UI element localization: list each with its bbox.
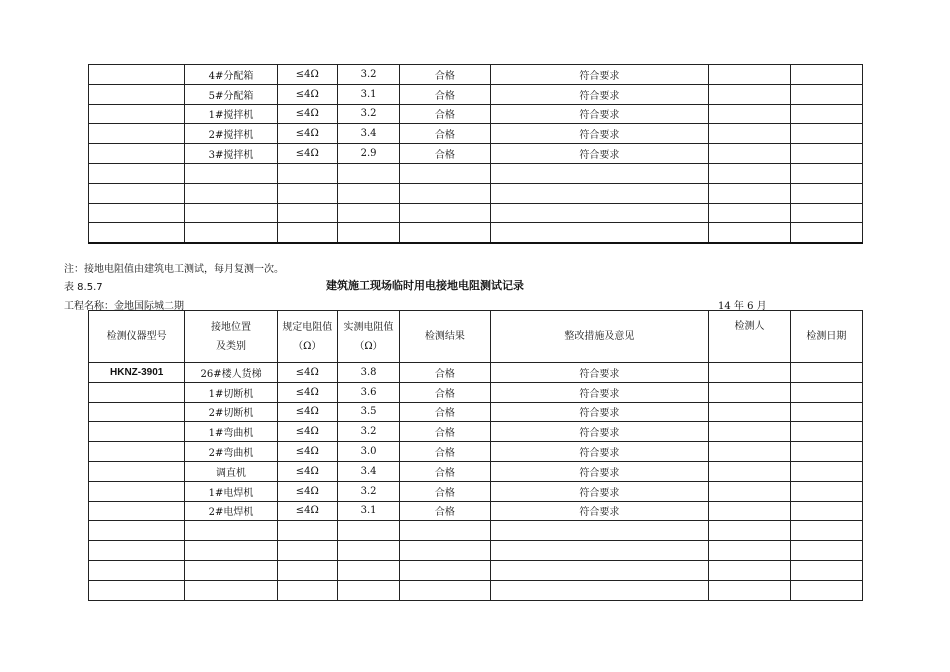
header-instrument-model: 检测仪器型号	[89, 311, 185, 363]
table-row	[89, 203, 863, 223]
cell-test-date	[790, 163, 862, 183]
cell-measured-resistance: 2.9	[337, 144, 399, 164]
cell-specified-resistance: ≤4Ω	[277, 65, 337, 85]
cell-instrument-model	[89, 144, 185, 164]
cell-test-date	[790, 521, 862, 541]
cell-measured-resistance: 3.2	[337, 65, 399, 85]
cell-test-date	[790, 104, 862, 124]
cell-inspector	[709, 363, 790, 383]
cell-test-result	[400, 183, 490, 203]
cell-specified-resistance: ≤4Ω	[277, 501, 337, 521]
cell-grounding-location: 1#搅拌机	[185, 104, 277, 124]
cell-test-date	[790, 481, 862, 501]
header-test-date: 检测日期	[790, 311, 862, 363]
table-row	[89, 461, 863, 481]
cell-remarks	[490, 183, 709, 203]
cell-instrument-model	[89, 104, 185, 124]
cell-test-result	[400, 560, 490, 580]
project-name: 工程名称：金地国际城二期	[64, 301, 184, 312]
cell-grounding-location: 26#楼人货梯	[185, 363, 277, 383]
cell-remarks: 符合要求	[490, 422, 709, 442]
cell-instrument-model	[89, 402, 185, 422]
table-row	[89, 183, 863, 203]
cell-specified-resistance	[277, 223, 337, 243]
cell-instrument-model	[89, 501, 185, 521]
cell-specified-resistance: ≤4Ω	[277, 461, 337, 481]
cell-test-date	[790, 422, 862, 442]
cell-remarks: 符合要求	[490, 65, 709, 85]
cell-measured-resistance	[337, 521, 399, 541]
cell-specified-resistance: ≤4Ω	[277, 422, 337, 442]
table-row	[89, 363, 863, 383]
cell-inspector	[709, 501, 790, 521]
cell-inspector	[709, 84, 790, 104]
cell-grounding-location: 3#搅拌机	[185, 144, 277, 164]
cell-grounding-location	[185, 223, 277, 243]
cell-inspector	[709, 521, 790, 541]
cell-measured-resistance	[337, 541, 399, 561]
cell-measured-resistance: 3.5	[337, 402, 399, 422]
cell-specified-resistance: ≤4Ω	[277, 382, 337, 402]
cell-grounding-location: 2#搅拌机	[185, 124, 277, 144]
cell-test-date	[790, 461, 862, 481]
cell-grounding-location	[185, 580, 277, 600]
cell-grounding-location: 2#切断机	[185, 402, 277, 422]
cell-specified-resistance	[277, 163, 337, 183]
cell-inspector	[709, 481, 790, 501]
cell-measured-resistance: 3.2	[337, 481, 399, 501]
cell-measured-resistance	[337, 183, 399, 203]
cell-specified-resistance: ≤4Ω	[277, 402, 337, 422]
table1-body	[89, 65, 863, 244]
cell-specified-resistance	[277, 521, 337, 541]
cell-measured-resistance	[337, 203, 399, 223]
cell-grounding-location: 1#弯曲机	[185, 422, 277, 442]
cell-grounding-location	[185, 521, 277, 541]
cell-grounding-location	[185, 203, 277, 223]
cell-remarks: 符合要求	[490, 402, 709, 422]
cell-specified-resistance	[277, 580, 337, 600]
header-spec-line2: （Ω）	[293, 340, 322, 352]
cell-test-result: 合格	[400, 481, 490, 501]
cell-inspector	[709, 144, 790, 164]
cell-test-date	[790, 84, 862, 104]
table-row	[89, 65, 863, 85]
cell-remarks	[490, 521, 709, 541]
header-location-line1: 接地位置	[211, 321, 252, 333]
cell-instrument-model	[89, 560, 185, 580]
header-measured-line1: 实测电阻值	[343, 321, 394, 333]
cell-remarks	[490, 541, 709, 561]
cell-instrument-model	[89, 422, 185, 442]
cell-test-result: 合格	[400, 363, 490, 383]
document-title: 建筑施工现场临时用电接地电阻测试记录	[326, 279, 524, 292]
cell-instrument-model	[89, 223, 185, 243]
cell-test-date	[790, 442, 862, 462]
cell-test-result: 合格	[400, 65, 490, 85]
cell-measured-resistance: 3.4	[337, 124, 399, 144]
cell-instrument-model	[89, 442, 185, 462]
header-inspector: 检测人	[709, 311, 790, 363]
cell-specified-resistance: ≤4Ω	[277, 124, 337, 144]
cell-test-result: 合格	[400, 442, 490, 462]
table-header-row	[89, 311, 863, 363]
cell-instrument-model	[89, 163, 185, 183]
cell-test-date	[790, 363, 862, 383]
cell-measured-resistance: 3.2	[337, 422, 399, 442]
cell-instrument-model	[89, 65, 185, 85]
table-number: 表 8.5.7	[64, 282, 103, 293]
cell-grounding-location	[185, 541, 277, 561]
cell-grounding-location	[185, 183, 277, 203]
cell-measured-resistance: 3.4	[337, 461, 399, 481]
cell-test-date	[790, 580, 862, 600]
table-row	[89, 84, 863, 104]
table-row	[89, 481, 863, 501]
header-grounding-location	[185, 311, 277, 363]
table-row	[89, 521, 863, 541]
cell-test-date	[790, 382, 862, 402]
cell-inspector	[709, 223, 790, 243]
cell-test-result: 合格	[400, 501, 490, 521]
cell-instrument-model	[89, 481, 185, 501]
cell-remarks: 符合要求	[490, 84, 709, 104]
table-row	[89, 382, 863, 402]
cell-measured-resistance	[337, 223, 399, 243]
header-specified-resistance	[277, 311, 337, 363]
cell-grounding-location: 2#电焊机	[185, 501, 277, 521]
cell-test-result	[400, 521, 490, 541]
cell-grounding-location: 1#电焊机	[185, 481, 277, 501]
cell-specified-resistance: ≤4Ω	[277, 144, 337, 164]
cell-inspector	[709, 422, 790, 442]
cell-remarks: 符合要求	[490, 481, 709, 501]
cell-specified-resistance	[277, 183, 337, 203]
header-measured-line2: （Ω）	[354, 340, 383, 352]
table-row	[89, 104, 863, 124]
cell-grounding-location	[185, 560, 277, 580]
cell-measured-resistance: 3.1	[337, 501, 399, 521]
cell-test-result: 合格	[400, 402, 490, 422]
cell-specified-resistance	[277, 560, 337, 580]
cell-test-result	[400, 203, 490, 223]
cell-measured-resistance	[337, 560, 399, 580]
cell-test-date	[790, 203, 862, 223]
cell-grounding-location: 调直机	[185, 461, 277, 481]
cell-instrument-model	[89, 203, 185, 223]
cell-test-date	[790, 223, 862, 243]
cell-remarks	[490, 223, 709, 243]
cell-test-result: 合格	[400, 104, 490, 124]
table-note: 注：接地电阻值由建筑电工测试，每月复测一次。	[64, 264, 284, 275]
cell-test-date	[790, 183, 862, 203]
cell-inspector	[709, 65, 790, 85]
cell-remarks: 符合要求	[490, 144, 709, 164]
cell-instrument-model	[89, 382, 185, 402]
cell-remarks	[490, 203, 709, 223]
cell-inspector	[709, 402, 790, 422]
table-row	[89, 541, 863, 561]
cell-test-result	[400, 541, 490, 561]
table-row	[89, 144, 863, 164]
cell-test-date	[790, 144, 862, 164]
cell-test-date	[790, 560, 862, 580]
cell-test-result	[400, 163, 490, 183]
grounding-test-table	[88, 310, 863, 601]
cell-remarks: 符合要求	[490, 124, 709, 144]
cell-measured-resistance: 3.6	[337, 382, 399, 402]
cell-measured-resistance	[337, 163, 399, 183]
cell-specified-resistance: ≤4Ω	[277, 363, 337, 383]
cell-test-date	[790, 65, 862, 85]
cell-test-date	[790, 124, 862, 144]
cell-remarks	[490, 580, 709, 600]
cell-specified-resistance: ≤4Ω	[277, 442, 337, 462]
header-remarks: 整改措施及意见	[490, 311, 709, 363]
table2-body	[89, 363, 863, 601]
cell-inspector	[709, 124, 790, 144]
cell-measured-resistance	[337, 580, 399, 600]
cell-grounding-location: 5#分配箱	[185, 84, 277, 104]
cell-remarks: 符合要求	[490, 461, 709, 481]
cell-grounding-location: 1#切断机	[185, 382, 277, 402]
table-row	[89, 560, 863, 580]
cell-measured-resistance: 3.8	[337, 363, 399, 383]
cell-inspector	[709, 442, 790, 462]
cell-instrument-model	[89, 521, 185, 541]
cell-specified-resistance	[277, 203, 337, 223]
cell-test-result: 合格	[400, 124, 490, 144]
cell-test-result	[400, 580, 490, 600]
cell-specified-resistance: ≤4Ω	[277, 481, 337, 501]
cell-inspector	[709, 461, 790, 481]
cell-test-result: 合格	[400, 422, 490, 442]
header-location-line2: 及类别	[216, 340, 247, 352]
cell-test-date	[790, 541, 862, 561]
cell-inspector	[709, 560, 790, 580]
table-row	[89, 442, 863, 462]
record-date: 14 年 6 月	[718, 301, 767, 312]
header-test-result: 检测结果	[400, 311, 490, 363]
cell-inspector	[709, 382, 790, 402]
table-row	[89, 580, 863, 600]
cell-inspector	[709, 163, 790, 183]
cell-instrument-model	[89, 124, 185, 144]
grounding-test-table-continued	[88, 64, 863, 244]
cell-instrument-model	[89, 580, 185, 600]
table-row	[89, 501, 863, 521]
cell-inspector	[709, 541, 790, 561]
cell-remarks: 符合要求	[490, 442, 709, 462]
cell-measured-resistance: 3.2	[337, 104, 399, 124]
cell-instrument-model	[89, 183, 185, 203]
cell-grounding-location	[185, 163, 277, 183]
header-measured-resistance	[337, 311, 399, 363]
cell-remarks: 符合要求	[490, 104, 709, 124]
cell-remarks: 符合要求	[490, 363, 709, 383]
cell-grounding-location: 4#分配箱	[185, 65, 277, 85]
cell-instrument-model	[89, 84, 185, 104]
table-row	[89, 163, 863, 183]
cell-measured-resistance: 3.0	[337, 442, 399, 462]
cell-remarks	[490, 163, 709, 183]
cell-specified-resistance: ≤4Ω	[277, 84, 337, 104]
table-row	[89, 124, 863, 144]
cell-test-result: 合格	[400, 461, 490, 481]
table-row	[89, 402, 863, 422]
cell-inspector	[709, 183, 790, 203]
cell-remarks: 符合要求	[490, 501, 709, 521]
table-row	[89, 422, 863, 442]
cell-instrument-model	[89, 541, 185, 561]
table-row	[89, 223, 863, 243]
cell-inspector	[709, 580, 790, 600]
cell-test-result	[400, 223, 490, 243]
cell-test-result: 合格	[400, 84, 490, 104]
cell-specified-resistance	[277, 541, 337, 561]
cell-instrument-model: HKNZ-3901	[89, 363, 185, 383]
cell-test-result: 合格	[400, 144, 490, 164]
cell-grounding-location: 2#弯曲机	[185, 442, 277, 462]
cell-test-result: 合格	[400, 382, 490, 402]
cell-remarks: 符合要求	[490, 382, 709, 402]
cell-measured-resistance: 3.1	[337, 84, 399, 104]
cell-test-date	[790, 402, 862, 422]
cell-inspector	[709, 203, 790, 223]
cell-test-date	[790, 501, 862, 521]
cell-specified-resistance: ≤4Ω	[277, 104, 337, 124]
cell-remarks	[490, 560, 709, 580]
cell-inspector	[709, 104, 790, 124]
header-spec-line1: 规定电阻值	[282, 321, 333, 333]
cell-instrument-model	[89, 461, 185, 481]
